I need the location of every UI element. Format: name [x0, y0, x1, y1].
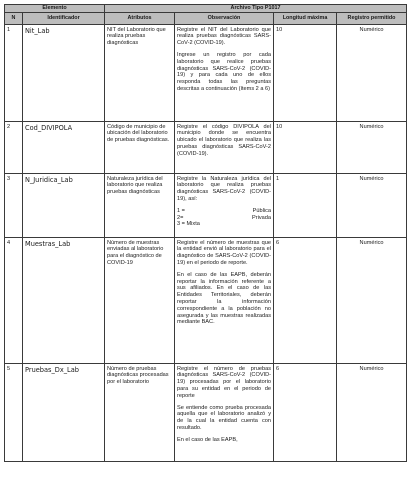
row-observation [175, 238, 274, 364]
variables-table [4, 4, 407, 462]
row-observation [175, 174, 274, 238]
observation-paragraph: Registre el NIT del Laboratorio que realiza pruebas diagnósticas SARS-CoV-2 (COVID-19). [177, 26, 272, 47]
row-max-length: 10 [274, 25, 337, 122]
file-type-header: Archivo Tipo P1017 [105, 5, 407, 13]
row-attribute: Número de muestras enviadas al laboratorio para el diagnóstico de COVID-19 [105, 238, 175, 364]
row-max-length: 1 [274, 174, 337, 238]
option-label: Pública [252, 207, 272, 214]
identifier-column-header: Identificador [23, 13, 105, 25]
row-allowed-values: Numérico [337, 122, 407, 174]
table-row [5, 25, 407, 122]
option-code: 1 = [177, 207, 185, 214]
observation-paragraph: Se entiende como prueba procesada aquella que el laboratorio analizó y de la cual la entidad cuenta con resultado. [177, 404, 272, 431]
observation-paragraph: Ingrese un registro por cada laboratorio que realice pruebas diagnósticas SARS-CoV-2 (COVID-19) y para cada uno de ellos responda todas las preguntas descritas a continuación (ítems 2 a 6) [177, 51, 272, 92]
observation-paragraph: Registre el número de muestras que la entidad envió al laboratorio para el diagnóstico de SARS-CoV-2 (COVID-19) en el periodo de reporte. [177, 239, 272, 266]
row-max-length: 10 [274, 122, 337, 174]
max-length-column-header: Longitud máxima [274, 13, 337, 25]
table-row [5, 122, 407, 174]
number-column-header: N [5, 13, 23, 25]
attributes-column-header: Atributos [105, 13, 175, 25]
observation-column-header: Observación [175, 13, 274, 25]
row-allowed-values: Numérico [337, 25, 407, 122]
observation-paragraph: En el caso de las EAPB, deberán reportar la información referente a sus afiliados. En el caso de las Entidades Territoriales, deberán reportar la información correspondiente a la población no asegurada y las muestras realizadas mediante BAC. [177, 271, 272, 326]
row-attribute: Número de pruebas diagnósticas procesadas por el laboratorio [105, 364, 175, 462]
option-code: 3 = Mixta [177, 221, 200, 228]
row-identifier: Pruebas_Dx_Lab [23, 364, 105, 462]
option-item [177, 221, 271, 228]
option-label: Privada [252, 214, 272, 221]
row-number: 2 [5, 122, 23, 174]
option-list [177, 208, 271, 228]
row-attribute: NIT del Laboratorio que realiza pruebas diagnósticas [105, 25, 175, 122]
row-observation [175, 364, 274, 462]
observation-paragraph: En el caso de las EAPB, [177, 436, 238, 443]
row-allowed-values: Numérico [337, 364, 407, 462]
option-item [177, 215, 271, 222]
row-number: 3 [5, 174, 23, 238]
option-item [177, 208, 271, 215]
observation-paragraph: Registre el número de pruebas diagnósticas SARS-CoV-2 (COVID-19) procesadas por el laboratorio para su entidad en el periodo de reporte [177, 365, 272, 399]
row-max-length: 6 [274, 238, 337, 364]
row-number: 1 [5, 25, 23, 122]
table-row [5, 364, 407, 462]
table-row [5, 238, 407, 364]
row-observation [175, 122, 274, 174]
row-identifier: Muestras_Lab [23, 238, 105, 364]
observation-paragraph: Registre la Naturaleza jurídica del laboratorio que realiza pruebas diagnósticas SARS-CoV-2 (COVID-19), así: [177, 175, 272, 202]
row-max-length: 6 [274, 364, 337, 462]
row-identifier: Cod_DIVIPOLA [23, 122, 105, 174]
row-identifier: Nit_Lab [23, 25, 105, 122]
option-code: 2= [177, 214, 184, 221]
row-attribute: Naturaleza jurídica del laboratorio que realiza pruebas diagnósticas [105, 174, 175, 238]
row-number: 4 [5, 238, 23, 364]
row-number: 5 [5, 364, 23, 462]
row-allowed-values: Numérico [337, 174, 407, 238]
row-identifier: N_Juridica_Lab [23, 174, 105, 238]
observation-paragraph: Registre el código DIVIPOLA del municipio donde se encuentra ubicado el laboratorio que realiza las pruebas diagnósticas SARS-CoV-2 (COVID-19). [177, 123, 272, 157]
row-allowed-values: Numérico [337, 238, 407, 364]
element-group-header: Elemento [5, 5, 105, 13]
row-attribute: Código de municipio de ubicación del laboratorio de pruebas diagnósticas. [105, 122, 175, 174]
table-row [5, 174, 407, 238]
allowed-values-column-header: Registro permitido [337, 13, 407, 25]
row-observation [175, 25, 274, 122]
